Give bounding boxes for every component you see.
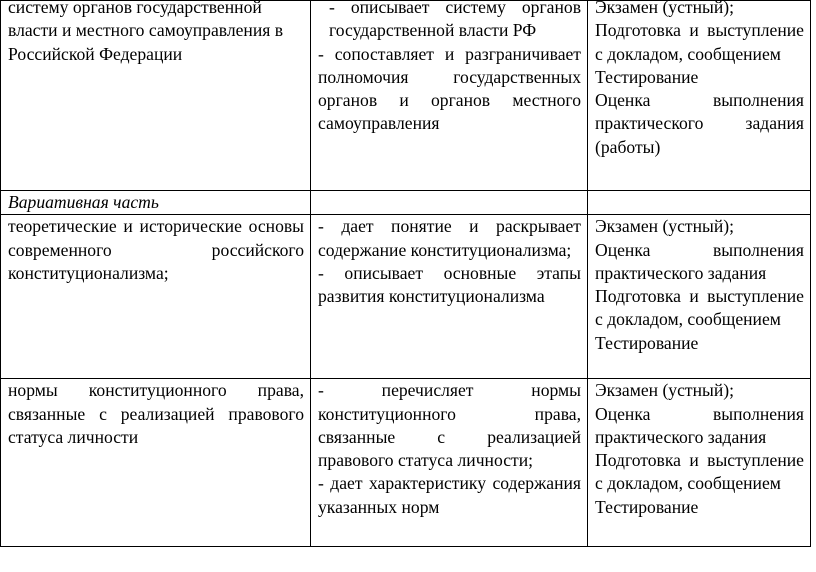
table-row xyxy=(1,215,811,379)
list-item: Экзамен (устный); xyxy=(595,0,734,17)
table-cell-assessment xyxy=(588,379,811,547)
list-item: Тестирование xyxy=(595,496,699,517)
table-cell-assessment xyxy=(588,1,811,191)
table-cell-indicators xyxy=(311,1,588,191)
list-item: Тестирование xyxy=(595,66,699,87)
table-row xyxy=(1,1,811,191)
list-item: - описывает основные этапы развития конституционализма xyxy=(318,262,581,307)
list-item: Оценка выполнения практического задания (работы) xyxy=(595,90,804,157)
table-cell-knowledge xyxy=(1,215,311,379)
cell-text: нормы конституционного права, связанные с реализацией правового статуса личности xyxy=(8,380,304,447)
list-item: - сопоставляет и разграничивает полномочия государственных органов и органов местного самоуправления xyxy=(318,43,581,134)
list-item: Оценка выполнения практического задания xyxy=(595,239,804,283)
table-cell-indicators xyxy=(311,215,588,379)
list-item: Тестирование xyxy=(595,332,699,353)
cell-text: теоретические и исторические основы современного российского конституционализма; xyxy=(8,216,304,283)
list-item: Экзамен (устный); xyxy=(595,380,734,401)
list-item: Оценка выполнения практического задания xyxy=(595,403,804,447)
list-item: - дает понятие и раскрывает содержание конституционализма; xyxy=(318,216,581,260)
list-item: - дает характеристику содержания указанных норм xyxy=(318,473,581,517)
section-title: Вариативная часть xyxy=(1,191,311,215)
list-item: Подготовка и выступление с докладом, сообщением xyxy=(595,450,804,494)
table-cell-knowledge xyxy=(1,1,311,191)
list-item: - описывает систему органов государственной власти РФ xyxy=(329,0,581,41)
list-item: Подготовка и выступление с докладом, сообщением xyxy=(595,286,804,330)
table-cell-knowledge xyxy=(1,379,311,547)
table-row-section xyxy=(1,191,811,215)
cell-text: систему органов государственной власти и местного самоуправления в Российской Федерации xyxy=(8,0,284,64)
table-cell-empty xyxy=(311,191,588,215)
list-item: Подготовка и выступление с докладом, сообщением xyxy=(595,20,804,64)
table-cell-empty xyxy=(588,191,811,215)
list-item: - перечисляет нормы конституционного права, связанные с реализацией правового статуса личности; xyxy=(318,380,581,471)
table-cell-indicators xyxy=(311,379,588,547)
table-cell-assessment xyxy=(588,215,811,379)
list-item: Экзамен (устный); xyxy=(595,216,734,237)
table-row xyxy=(1,379,811,547)
